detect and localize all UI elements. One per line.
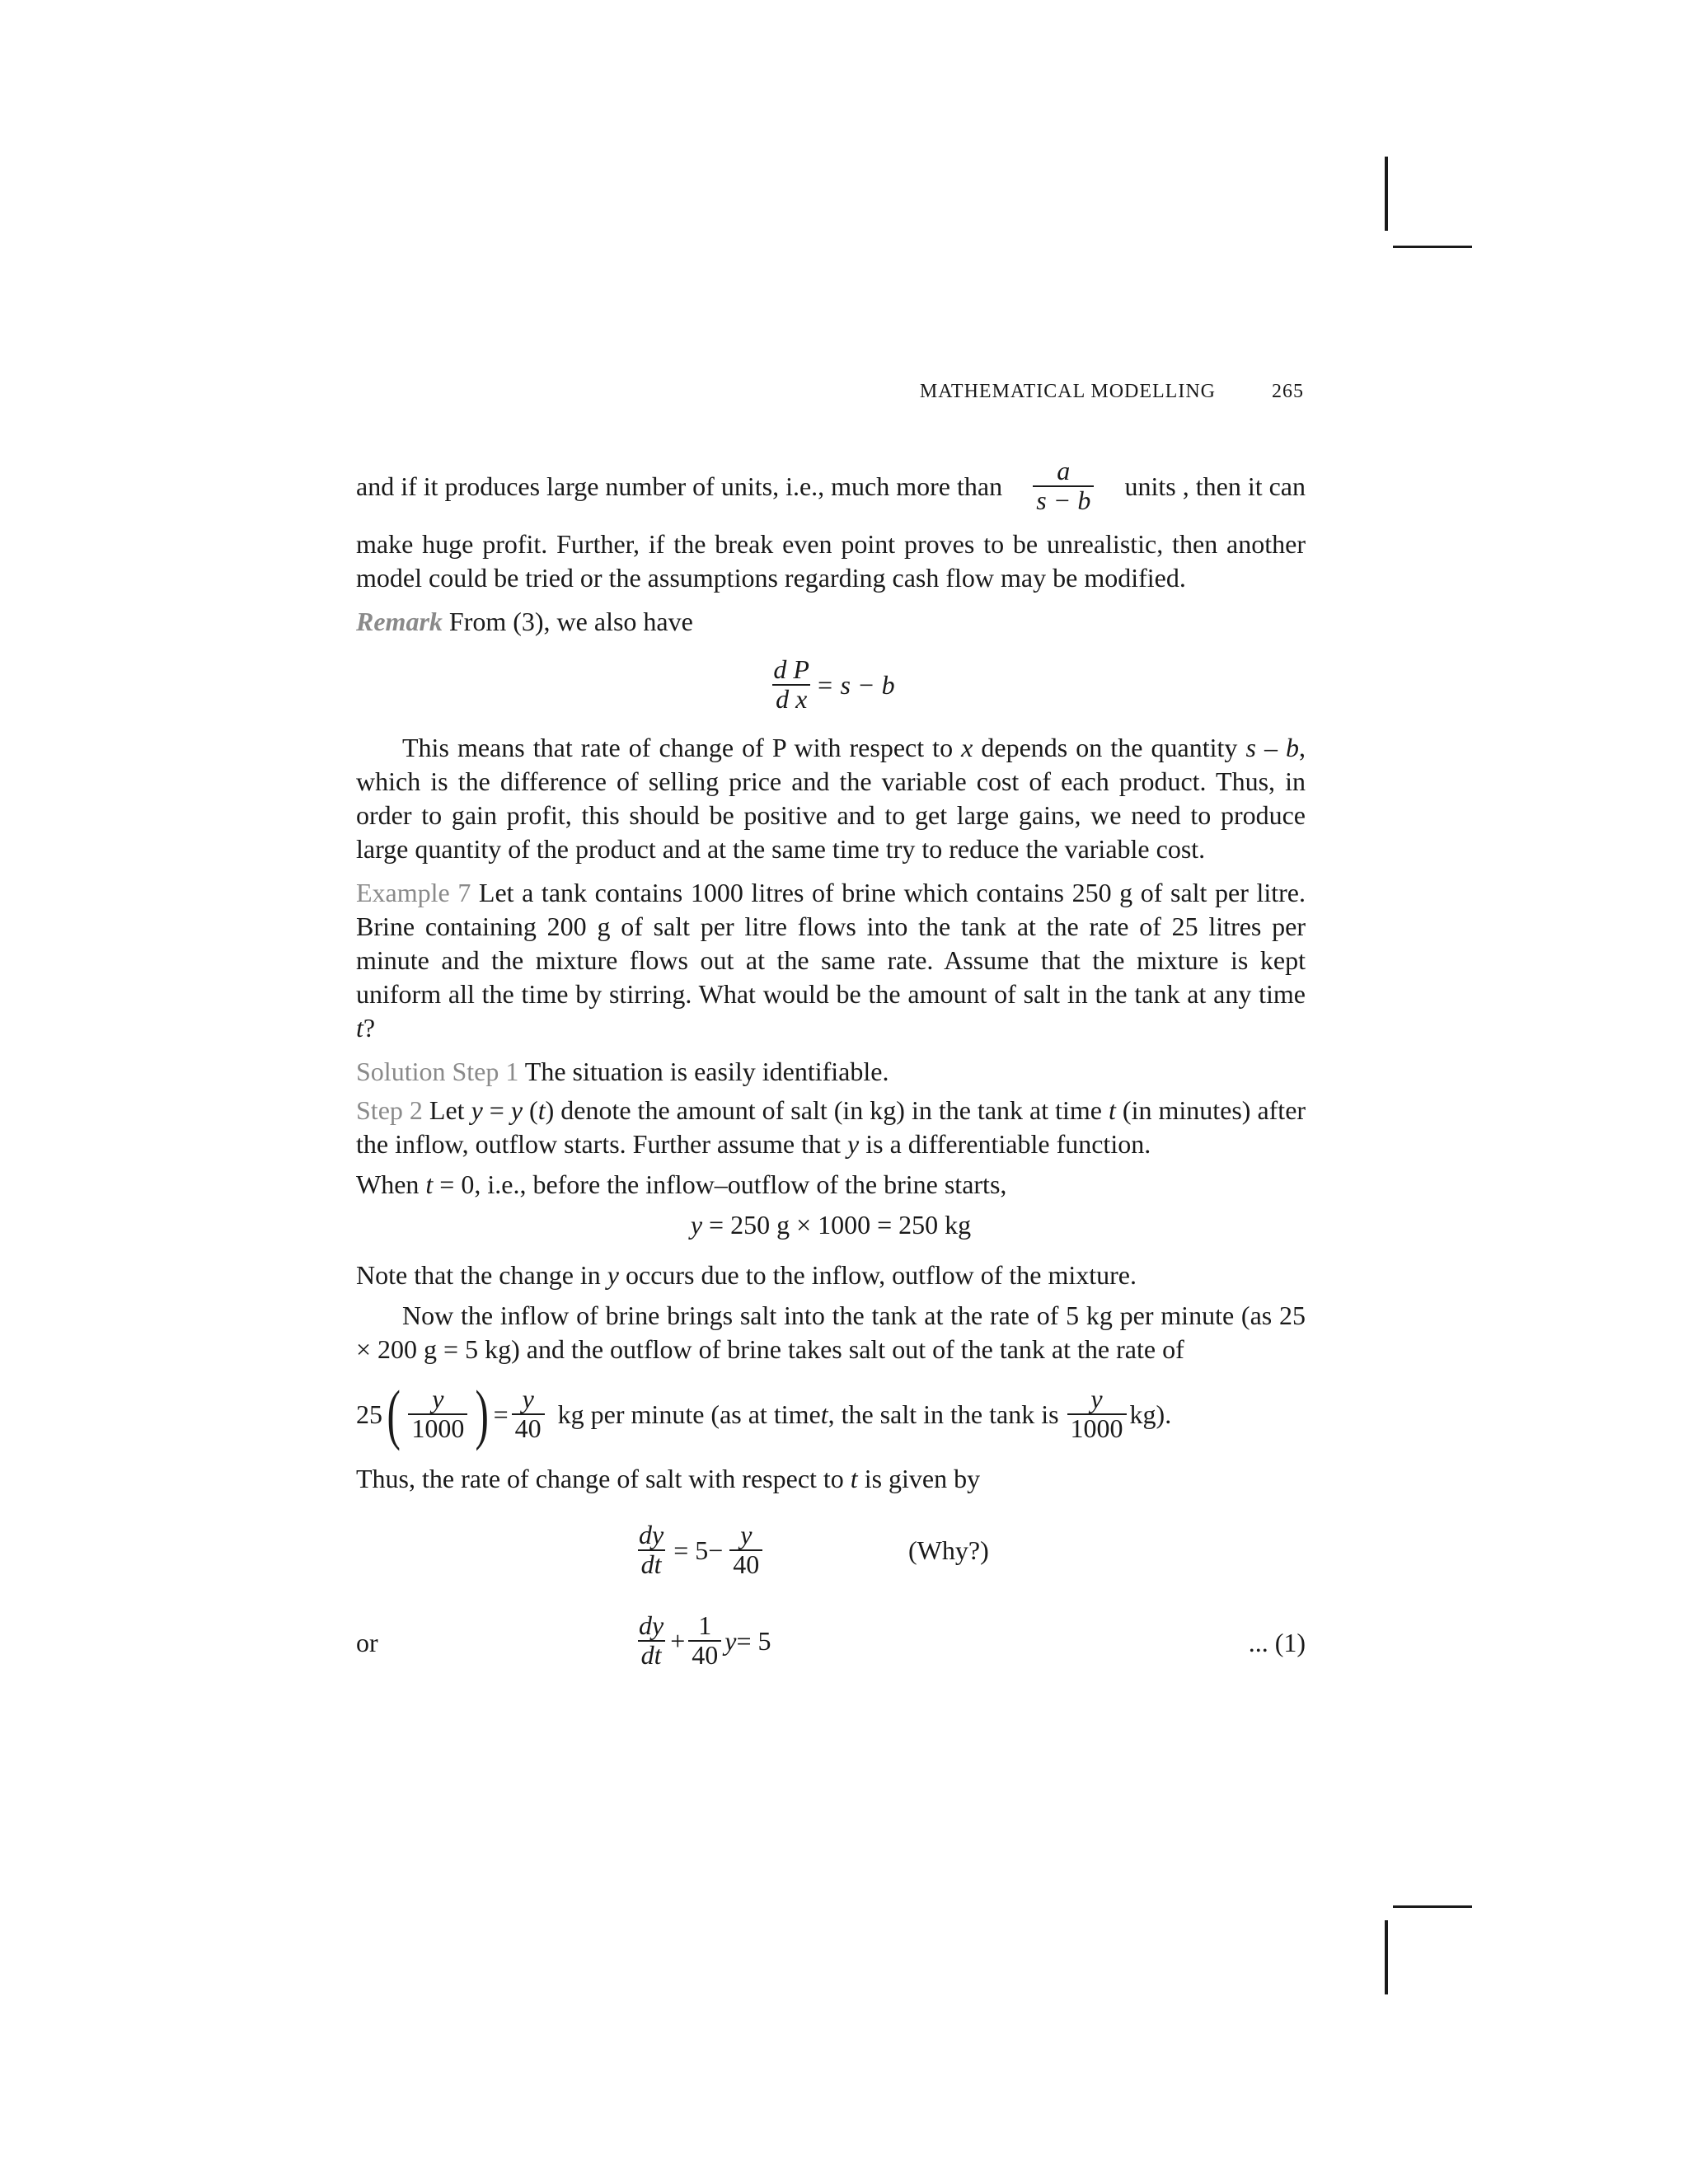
thus-text-b: is given by xyxy=(857,1464,981,1493)
remark-label: Remark xyxy=(356,607,443,636)
plus-sign: + xyxy=(670,1625,686,1656)
rate-text-a: kg per minute (as at time xyxy=(557,1399,821,1429)
page-number: 265 xyxy=(1272,381,1304,402)
var-y: y xyxy=(607,1260,619,1290)
fraction-y-over-40 xyxy=(729,1521,762,1578)
eq2-rhs: = 5 xyxy=(736,1625,771,1656)
var-t: t xyxy=(537,1095,546,1125)
eq1-math xyxy=(632,1507,766,1593)
fraction-denominator: 1000 xyxy=(408,1413,467,1443)
when-text-a: When xyxy=(356,1169,426,1199)
solution-step-1 xyxy=(356,1055,1306,1089)
left-paren: ( xyxy=(387,1376,401,1451)
step2-text-d: ) denote the amount of salt (in kg) in the tank at time xyxy=(545,1095,1109,1125)
note-text-a: Note that the change in xyxy=(356,1260,607,1290)
solution-text: The situation is easily identifiable. xyxy=(518,1057,889,1086)
running-header xyxy=(920,381,1304,403)
var-x: x xyxy=(961,733,973,762)
eq2-math xyxy=(632,1598,771,1684)
fraction-a-over-s-minus-b xyxy=(1033,457,1094,514)
example-label: Example 7 xyxy=(356,878,471,907)
var-y: y xyxy=(510,1095,523,1125)
fraction-denominator: dt xyxy=(638,1549,665,1579)
fraction-numerator: dy xyxy=(639,1520,664,1550)
fraction-numerator: y xyxy=(432,1384,444,1414)
para1-before-fraction: and if it produces large number of units, i.e., much more than xyxy=(356,471,1003,501)
crop-mark-bottom-vertical xyxy=(1385,1920,1388,1994)
fraction-numerator: y xyxy=(522,1384,534,1414)
var-t: t xyxy=(425,1169,434,1199)
var-s-minus-b: s – b xyxy=(1245,733,1300,762)
solution-label: Solution Step 1 xyxy=(356,1057,519,1086)
remark-paragraph xyxy=(356,605,1306,639)
fraction-1-over-40 xyxy=(688,1612,721,1669)
var-t: t xyxy=(356,1013,363,1043)
example-7 xyxy=(356,876,1306,1045)
remark-equation xyxy=(356,642,1306,728)
page-body xyxy=(356,445,1306,1684)
when-text-b: = 0, i.e., before the inflow–outflow of the brine starts, xyxy=(433,1169,1007,1199)
fraction-y-over-1000-b xyxy=(1067,1385,1127,1442)
initial-salt-equation xyxy=(356,1208,1306,1242)
outflow-rate-line xyxy=(356,1373,1306,1455)
var-y: y xyxy=(471,1095,483,1125)
para1-first-line xyxy=(356,445,1306,527)
para1-after-fraction: units , then it can xyxy=(1124,471,1306,501)
var-t: t xyxy=(1109,1095,1116,1125)
var-y: y xyxy=(847,1129,860,1159)
step-2 xyxy=(356,1094,1306,1161)
fraction-denominator: 1000 xyxy=(1067,1413,1127,1443)
differential-equation-why xyxy=(356,1507,1306,1593)
step2-text-f: is a differentiable function. xyxy=(859,1129,1151,1159)
right-paren: ) xyxy=(475,1376,490,1451)
var-t: t xyxy=(850,1464,858,1493)
thus-paragraph xyxy=(356,1462,1306,1496)
var-y: y xyxy=(724,1625,737,1656)
remark-eq-rhs: = s − b xyxy=(815,669,895,700)
fraction-denominator: 40 xyxy=(512,1413,545,1443)
fraction-numerator: dy xyxy=(639,1610,664,1641)
step2-text-b: = xyxy=(482,1095,511,1125)
dy-dt-fraction xyxy=(635,1612,667,1669)
dx-denominator: d x xyxy=(772,684,810,714)
example-text-b: ? xyxy=(363,1013,376,1043)
fraction-denominator: 40 xyxy=(729,1549,762,1579)
or-word: or xyxy=(356,1628,378,1657)
dy-dt-fraction xyxy=(635,1521,667,1578)
step2-label: Step 2 xyxy=(356,1095,423,1125)
crop-mark-top-vertical xyxy=(1385,157,1388,231)
note-paragraph xyxy=(356,1258,1306,1292)
fraction-numerator: 1 xyxy=(698,1610,712,1641)
para2 xyxy=(356,731,1306,866)
equation-number: ... (1) xyxy=(1248,1628,1306,1657)
var-t: t xyxy=(820,1399,828,1429)
crop-mark-top-horizontal xyxy=(1393,246,1472,248)
thus-text-a: Thus, the rate of change of salt with respect to xyxy=(356,1464,851,1493)
fraction-numerator: y xyxy=(740,1520,753,1550)
coefficient-25: 25 xyxy=(356,1399,382,1429)
fraction-y-over-1000 xyxy=(408,1385,467,1442)
header-title: MATHEMATICAL MODELLING xyxy=(919,381,1216,402)
step2-text-a: Let xyxy=(422,1095,471,1125)
eq1-middle: = 5− xyxy=(673,1535,724,1565)
inflow-paragraph: Now the inflow of brine brings salt into the tank at the rate of 5 kg per minute (as 25 × 200 g = 5 kg) and the outflow of brine takes salt out of the tank at the rate of xyxy=(356,1301,1306,1364)
rate-text-b: , the salt in the tank is xyxy=(828,1399,1059,1429)
step2-text-e: (in minutes) after the inflow, outflow starts. Further assume that xyxy=(356,1095,1306,1159)
var-y: y xyxy=(690,1210,703,1240)
para2-text-a: This means that rate of change of P with respect to xyxy=(402,733,962,762)
crop-mark-bottom-horizontal xyxy=(1393,1905,1472,1908)
fraction-denominator: dt xyxy=(638,1640,665,1670)
dp-numerator: d P xyxy=(773,654,809,685)
remark-text: From (3), we also have xyxy=(442,607,693,636)
why-note: (Why?) xyxy=(908,1535,989,1565)
differential-equation-1 xyxy=(356,1598,1306,1684)
fraction-denominator: s − b xyxy=(1033,485,1094,515)
equals-sign: = xyxy=(493,1399,509,1429)
para2-text-b: depends on the quantity xyxy=(973,733,1246,762)
fraction-numerator: y xyxy=(1090,1384,1103,1414)
step2-text-c: ( xyxy=(523,1095,538,1125)
example-text-a: Let a tank contains 1000 litres of brine which contains 250 g of salt per litre. Brine containing 200 g of salt per litre flows into the tank at the rate of 25 litres per minute and the mixture flows out at the same rate. Assume that the mixture is kept uniform all the time by stirring. What would be the amount of salt in the tank at any time xyxy=(356,878,1306,1009)
rate-text-c: kg). xyxy=(1129,1399,1172,1429)
fraction-denominator: 40 xyxy=(688,1640,721,1670)
fraction-numerator: a xyxy=(1057,456,1071,486)
para2-text-c: , which is the difference of selling price and the variable cost of each product. Thus, in order to gain profit, this should be positive and to get large gains, we need to produce large quantity of the product and at the same time try to reduce the variable cost. xyxy=(356,733,1306,864)
dp-dx-fraction xyxy=(770,656,813,713)
note-text-b: occurs due to the inflow, outflow of the mixture. xyxy=(618,1260,1137,1290)
when-t-zero xyxy=(356,1168,1306,1202)
para1-continuation: make huge profit. Further, if the break even point proves to be unrealistic, then another model could be tried or the assumptions regarding cash flow may be modified. xyxy=(356,529,1306,593)
initial-salt-value: = 250 g × 1000 = 250 kg xyxy=(702,1210,972,1240)
fraction-y-over-40 xyxy=(512,1385,545,1442)
